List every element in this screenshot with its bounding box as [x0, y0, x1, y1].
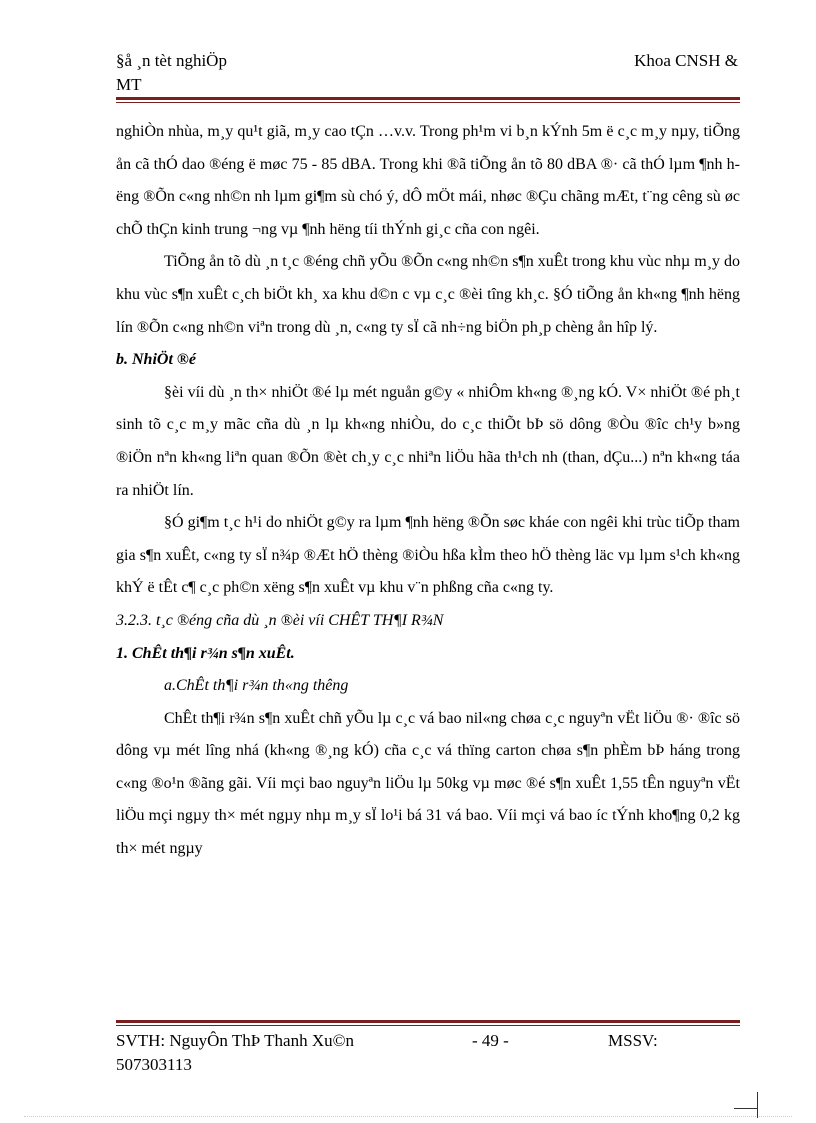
- footer-mssv-label: MSSV:: [608, 1031, 658, 1050]
- footer-rule: [116, 1020, 740, 1026]
- header-faculty: Khoa CNSH &: [634, 51, 738, 70]
- page-corner-mark: [757, 1092, 758, 1118]
- header-rule: [116, 97, 740, 103]
- heading-temperature: b. NhiÖt ®é: [116, 351, 196, 369]
- heading-production-waste: 1. ChÊt th¶i r¾n s¶n xuÊt.: [116, 644, 295, 662]
- subheading-normal-waste: a.ChÊt th¶i r¾n th«ng thêng: [164, 677, 349, 695]
- footer-mssv-number: 507303113: [116, 1055, 192, 1074]
- paragraph-normal-waste: ChÊt th¶i r¾n s¶n xuÊt chñ yÕu lµ c¸c vá bao nil«ng chøa c¸c nguyªn vËt liÖu ®· ®îc sö dông vµ mét lîng nhá (kh«ng ®¸ng kÓ) cña c¸c vá thïng carton chøa s¶n phÈm bÞ háng trong c«ng ®o¹n ®ãng gãi. Víi mçi bao nguyªn liÖu lµ 50kg vµ møc ®é s¶n xuÊt 1,55 tÊn nguyªn vËt liÖu mçi ngµy th× mét ngµy nhµ m¸y sÏ lo¹i bá 31 vá bao. Víi mçi vá bao íc tÝnh kho¶ng 0,2 kg th× mét ngµy: [116, 709, 740, 858]
- paragraph-noise-continued: nghiÒn nhùa, m¸y qu¹t giã, m¸y cao tÇn …v.v. Trong ph¹m vi b¸n kÝnh 5m ë c¸c m¸y nµy, tiÕng ån cã thÓ dao ®éng ë møc 75 - 85 dBA. Trong khi ®ã tiÕng ån tõ 80 dBA ®· cã thÓ lµm ¶nh hëng ®Õn c«ng nh©n nh lµm gi¶m sù chó ý, dÔ mÖt mái, nhøc ®Çu chãng mÆt, t¨ng cêng sù øc chÕ thÇn kinh trung ¬ng vµ ¶nh hëng tíi thÝnh gi¸c cña con ngêi.: [116, 123, 740, 238]
- page-corner-mark-horizontal: [734, 1108, 758, 1109]
- paragraph-noise-impact: TiÕng ån tõ dù ¸n t¸c ®éng chñ yÕu ®Õn c«ng nh©n s¶n xuÊt trong khu vùc nhµ m¸y do khu vùc s¶n xuÊt c¸ch biÖt kh¸ xa khu d©n c vµ c¸c ®èi tîng kh¸c. §Ó tiÕng ån kh«ng ¶nh hëng lín ®Õn c«ng nh©n viªn trong dù ¸n, c«ng ty sÏ cã nh÷ng biÖn ph¸p chèng ån hîp lý.: [116, 253, 740, 336]
- section-heading-solid-waste: 3.2.3. t¸c ®éng cña dù ¸n ®èi víi CHÊT TH¶I R¾N: [116, 611, 444, 629]
- paragraph-temperature-mitigation: §Ó gi¶m t¸c h¹i do nhiÖt g©y ra lµm ¶nh hëng ®Õn søc kháe con ngêi khi trùc tiÕp tham gia s¶n xuÊt, c«ng ty sÏ n¾p ®Æt hÖ thèng ®iÒu hßa kÌm theo hÖ thèng läc vµ lµm s¹ch kh«ng khÝ ë tÊt c¶ c¸c ph©n xëng s¶n xuÊt vµ khu v¨n phßng cña c«ng ty.: [116, 514, 740, 597]
- footer-page-number: - 49 -: [472, 1031, 509, 1050]
- page-break-line: [24, 1116, 792, 1117]
- page-body: [116, 116, 740, 866]
- paragraph-temperature: §èi víi dù ¸n th× nhiÖt ®é lµ mét nguån g©y « nhiÔm kh«ng ®¸ng kÓ. V× nhiÖt ®é ph¸t sinh tõ c¸c m¸y mãc cña dù ¸n lµ kh«ng nhiÒu, do c¸c thiÕt bÞ sö dông ®Òu ®îc ch¹y b»ng ®iÖn nªn kh«ng liªn quan ®Õn ®èt ch¸y c¸c nhiªn liÖu hãa th¹ch nh (than, dÇu...) nªn kh«ng táa ra nhiÖt lín.: [116, 383, 740, 499]
- header-title: §å ¸n tèt nghiÖp: [116, 51, 227, 70]
- footer-student: SVTH: NguyÔn ThÞ Thanh Xu©n: [116, 1031, 355, 1050]
- header-faculty-wrap: MT: [116, 75, 142, 94]
